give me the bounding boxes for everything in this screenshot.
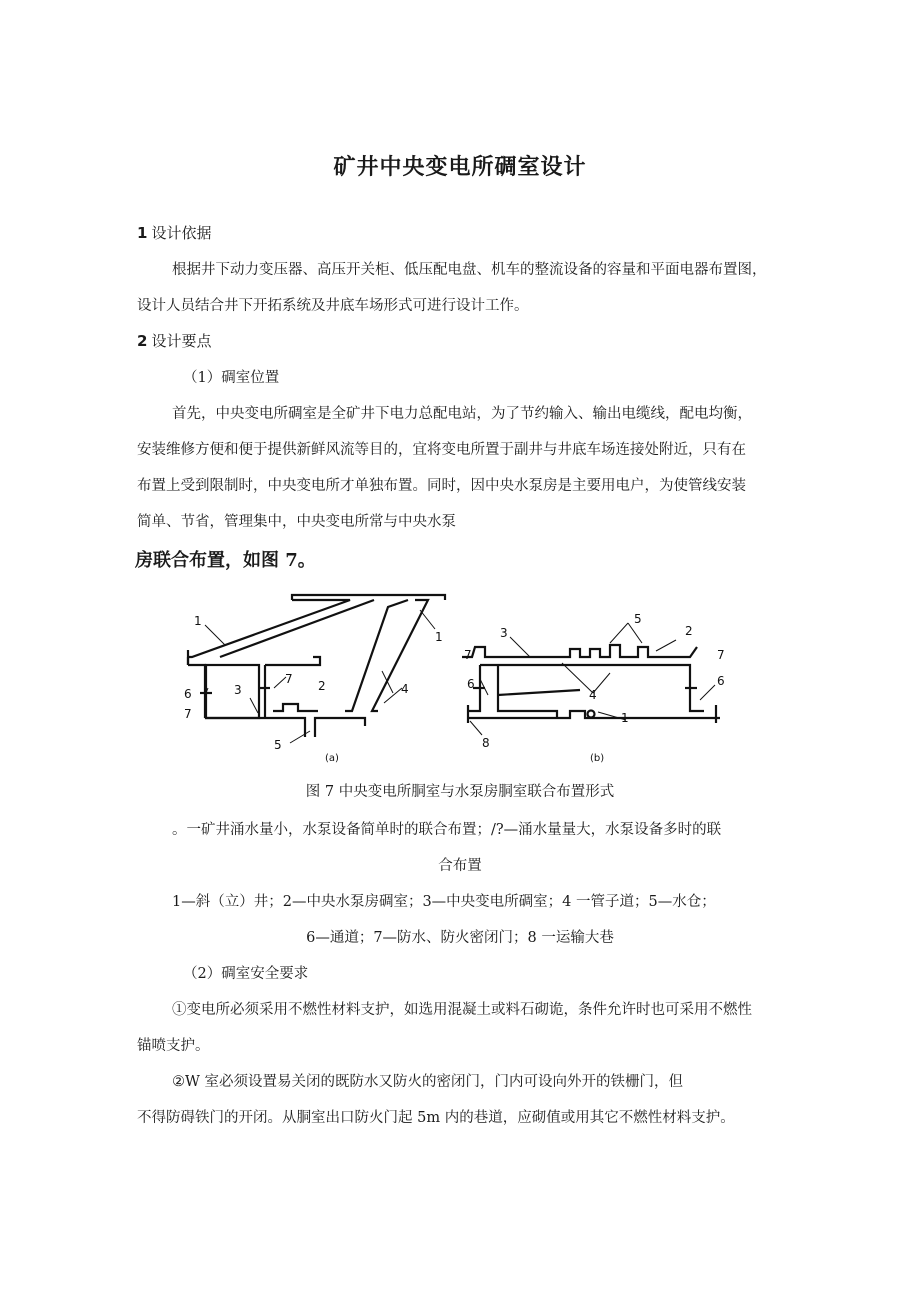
caption-note-4: 6—通道；7—防水、防火密闭门；8 一运输大巷 bbox=[306, 930, 614, 946]
a-num-6: 6 bbox=[184, 687, 192, 701]
b-num-5: 5 bbox=[634, 612, 642, 626]
a-num-7-right: 7 bbox=[285, 672, 293, 686]
para4-line1: ②W 室必须设置易关闭的既防水又防火的密闭门，门内可设向外开的铁栅门，但 bbox=[172, 1074, 684, 1090]
diagram-b bbox=[462, 645, 720, 723]
page-title: 矿井中央变电所碉室设计 bbox=[333, 155, 587, 180]
a-num-3: 3 bbox=[234, 683, 242, 697]
section-1-heading bbox=[137, 222, 211, 243]
section-2-heading bbox=[137, 330, 211, 351]
para3-line1: ①变电所必须采用不燃性材料支护，如选用混凝土或料石砌诡，条件允许时也可采用不燃性 bbox=[172, 1002, 752, 1018]
b-num-6-left: 6 bbox=[467, 677, 475, 691]
para3-line2: 锚喷支护。 bbox=[137, 1038, 210, 1054]
b-num-7-right: 7 bbox=[717, 648, 725, 662]
subheading-2: （2）碉室安全要求 bbox=[183, 966, 309, 982]
section-2-number: 2 bbox=[137, 332, 148, 350]
b-num-1: 1 bbox=[621, 711, 629, 725]
b-num-8: 8 bbox=[482, 736, 490, 750]
caption-note-3: 1—斜（立）井；2—中央水泵房碉室；3—中央变电所碉室；4 一管子道；5—水仓； bbox=[172, 894, 716, 910]
caption-note-2: 合布置 bbox=[438, 858, 482, 874]
para2-continuation: 房联合布置，如图 7。 bbox=[135, 550, 316, 571]
para2-line4: 简单、节省，管理集中，中央变电所常与中央水泵 bbox=[137, 514, 456, 530]
b-num-6-right: 6 bbox=[717, 674, 725, 688]
a-num-1-left: 1 bbox=[194, 614, 202, 628]
b-num-7-left: 7 bbox=[464, 648, 472, 662]
section-1-number: 1 bbox=[137, 224, 148, 242]
b-num-2: 2 bbox=[685, 624, 693, 638]
para4-line2: 不得防碍铁门的开闭。从胴室出口防火门起 5m 内的巷道，应砌值或用其它不燃性材料支护。 bbox=[137, 1110, 735, 1126]
para1-line1: 根据井下动力变压器、高压开关柜、低压配电盘、机车的整流设备的容量和平面电器布置图， bbox=[172, 262, 767, 278]
a-num-1-right: 1 bbox=[435, 630, 443, 644]
b-num-3: 3 bbox=[500, 626, 508, 640]
figure-label-a: (a) bbox=[325, 753, 339, 764]
a-num-4: 4 bbox=[401, 682, 409, 696]
figure-7-diagram bbox=[170, 585, 730, 775]
diagram-a bbox=[188, 595, 445, 737]
a-num-2: 2 bbox=[318, 679, 326, 693]
caption-note-1: 。一矿井涌水量小，水泵设备简单时的联合布置；/?—涌水量量大，水泵设备多时的联 bbox=[172, 822, 722, 838]
para2-line3: 布置上受到限制时，中央变电所才单独布置。同时，因中央水泵房是主要用电户，为使管线安装 bbox=[137, 478, 746, 494]
section-1-title: 设计依据 bbox=[151, 224, 212, 242]
section-2-title: 设计要点 bbox=[151, 332, 212, 350]
figure-label-b: (b) bbox=[590, 753, 605, 764]
para1-line2: 设计人员结合井下开拓系统及井底车场形式可进行设计工作。 bbox=[137, 298, 529, 314]
subheading-1: （1）碉室位置 bbox=[183, 370, 280, 386]
para2-line2: 安装维修方便和便于提供新鲜风流等目的，宜将变电所置于副井与井底车场连接处附近，只有在 bbox=[137, 442, 746, 458]
para2-line1: 首先，中央变电所碉室是全矿井下电力总配电站，为了节约输入、输出电缆线，配电均衡， bbox=[172, 406, 752, 422]
a-num-5: 5 bbox=[274, 738, 282, 752]
b-num-4: 4 bbox=[589, 688, 597, 702]
a-num-7-left: 7 bbox=[184, 707, 192, 721]
figure-caption: 图 7 中央变电所胴室与水泵房胴室联合布置形式 bbox=[305, 784, 615, 800]
